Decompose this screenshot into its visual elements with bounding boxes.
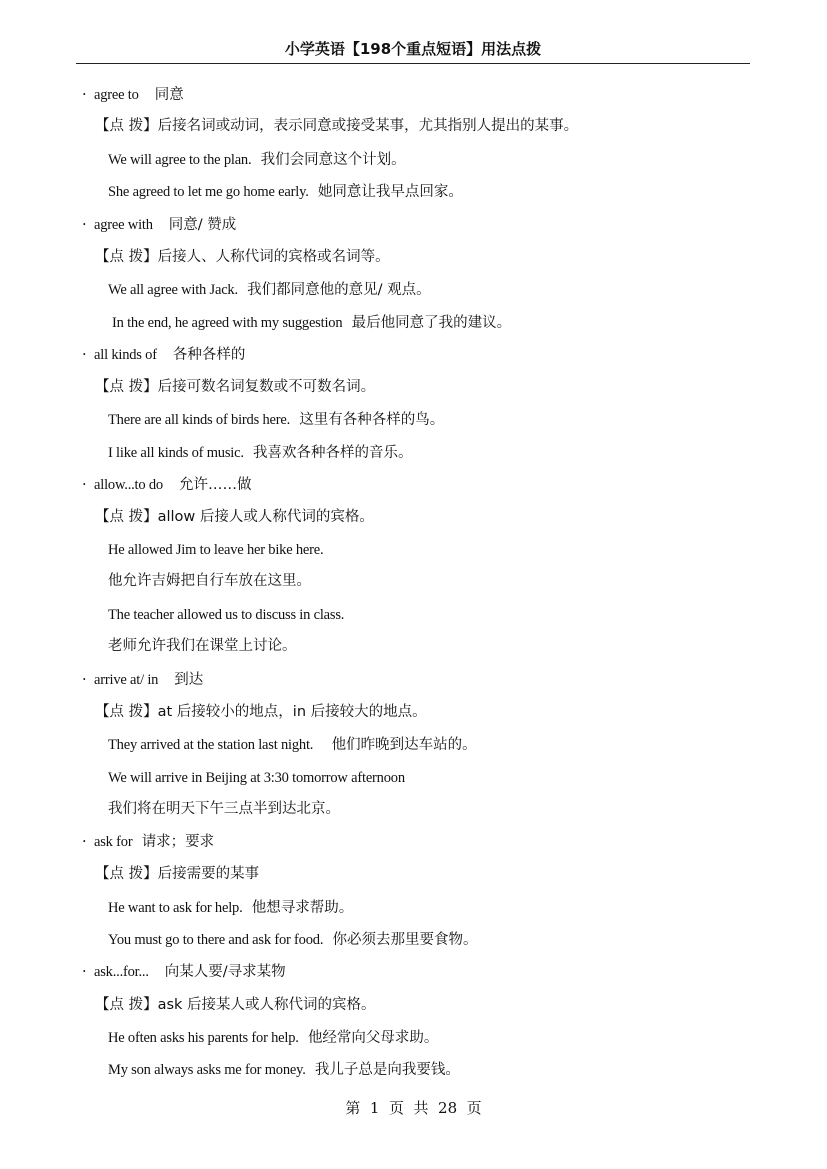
bullet-dot: · [82, 347, 87, 363]
phrase: arrive at/ in [94, 672, 159, 688]
example-english: He want to ask for help. [108, 900, 243, 916]
page-number: 第 1 页 共 28 页 [345, 1099, 482, 1117]
example-chinese: 我们会同意这个计划。 [260, 152, 406, 168]
usage-note: 【点 拨】后接名词或动词，表示同意或接受某事，尤其指别人提出的某事。 [95, 118, 579, 134]
example-chinese: 老师允许我们在课堂上讨论。 [108, 638, 297, 654]
example-english: You must go to there and ask for food. [108, 932, 324, 948]
example-chinese: 他经常向父母求助。 [307, 1030, 439, 1046]
example-chinese: 我们都同意他的意见/ 观点。 [247, 282, 431, 298]
phrase: ask...for... [94, 964, 149, 980]
example-sentence [108, 150, 406, 170]
example-english: She agreed to let me go home early. [108, 184, 309, 200]
usage-note: 【点 拨】后接可数名词复数或不可数名词。 [95, 379, 376, 395]
usage-note: 【点 拨】ask 后接某人或人称代词的宾格。 [95, 997, 376, 1013]
example-sentence [108, 1028, 438, 1048]
example-sentence [108, 182, 463, 202]
bullet-dot: · [82, 964, 87, 980]
example-chinese: 他想寻求帮助。 [251, 900, 354, 916]
phrase-meaning: 到达 [174, 672, 204, 688]
example-sentence [108, 1060, 460, 1080]
phrase-entry [82, 832, 214, 852]
phrase-meaning: 允许……做 [178, 477, 252, 493]
phrase-meaning: 同意 [154, 87, 184, 103]
phrase: ask for [94, 834, 133, 850]
bullet-dot: · [82, 217, 87, 233]
phrase-entry [82, 670, 203, 690]
bullet-dot: · [82, 87, 87, 103]
document-title: 小学英语【198个重点短语】用法点拨 [284, 40, 542, 58]
usage-note: 【点 拨】at 后接较小的地点，in 后接较大的地点。 [95, 704, 427, 720]
example-chinese: 我喜欢各种各样的音乐。 [252, 445, 413, 461]
example-chinese: 你必须去那里要食物。 [332, 932, 478, 948]
example-chinese: 她同意让我早点回家。 [317, 184, 463, 200]
example-english: He allowed Jim to leave her bike here. [108, 542, 324, 558]
example-chinese: 我儿子总是向我要钱。 [314, 1062, 460, 1078]
example-sentence [108, 898, 353, 918]
example-chinese: 我们将在明天下午三点半到达北京。 [108, 801, 340, 817]
phrase-entry [82, 345, 245, 365]
phrase-entry [82, 962, 286, 982]
bullet-dot: · [82, 672, 87, 688]
example-english: We will agree to the plan. [108, 152, 252, 168]
usage-note: 【点 拨】allow 后接人或人称代词的宾格。 [95, 509, 374, 525]
phrase-meaning: 同意/ 赞成 [168, 217, 237, 233]
example-english: There are all kinds of birds here. [108, 412, 291, 428]
phrase-meaning: 向某人要/寻求某物 [164, 964, 286, 980]
phrase: all kinds of [94, 347, 157, 363]
example-chinese: 这里有各种各样的鸟。 [299, 412, 445, 428]
example-english: The teacher allowed us to discuss in class. [108, 607, 345, 623]
example-english: We will arrive in Beijing at 3:30 tomorrow afternoon [108, 770, 405, 786]
usage-note: 【点 拨】后接人、人称代词的宾格或名词等。 [95, 249, 390, 265]
example-sentence [112, 313, 511, 333]
phrase: agree with [94, 217, 153, 233]
phrase-entry [82, 475, 251, 495]
bullet-dot: · [82, 477, 87, 493]
phrase: allow...to do [94, 477, 163, 493]
example-english: He often asks his parents for help. [108, 1030, 299, 1046]
phrase: agree to [94, 87, 139, 103]
example-chinese: 他们昨晚到达车站的。 [331, 737, 477, 753]
page-header [76, 38, 750, 64]
example-english: We all agree with Jack. [108, 282, 238, 298]
example-chinese: 他允许吉姆把自行车放在这里。 [108, 573, 311, 589]
bullet-dot: · [82, 834, 87, 850]
phrase-entry [82, 85, 184, 105]
phrase-meaning: 请求；要求 [141, 834, 215, 850]
example-english: I like all kinds of music. [108, 445, 244, 461]
example-sentence [108, 735, 477, 755]
example-english: In the end, he agreed with my suggestion [112, 315, 343, 331]
page-footer [0, 1097, 827, 1119]
example-sentence [108, 930, 477, 950]
example-sentence [108, 410, 444, 430]
usage-note: 【点 拨】后接需要的某事 [95, 866, 260, 882]
example-sentence [108, 280, 431, 300]
example-english: They arrived at the station last night. [108, 737, 314, 753]
phrase-entry [82, 215, 236, 235]
phrase-meaning: 各种各样的 [172, 347, 246, 363]
example-chinese: 最后他同意了我的建议。 [351, 315, 512, 331]
example-sentence [108, 443, 412, 463]
example-english: My son always asks me for money. [108, 1062, 306, 1078]
